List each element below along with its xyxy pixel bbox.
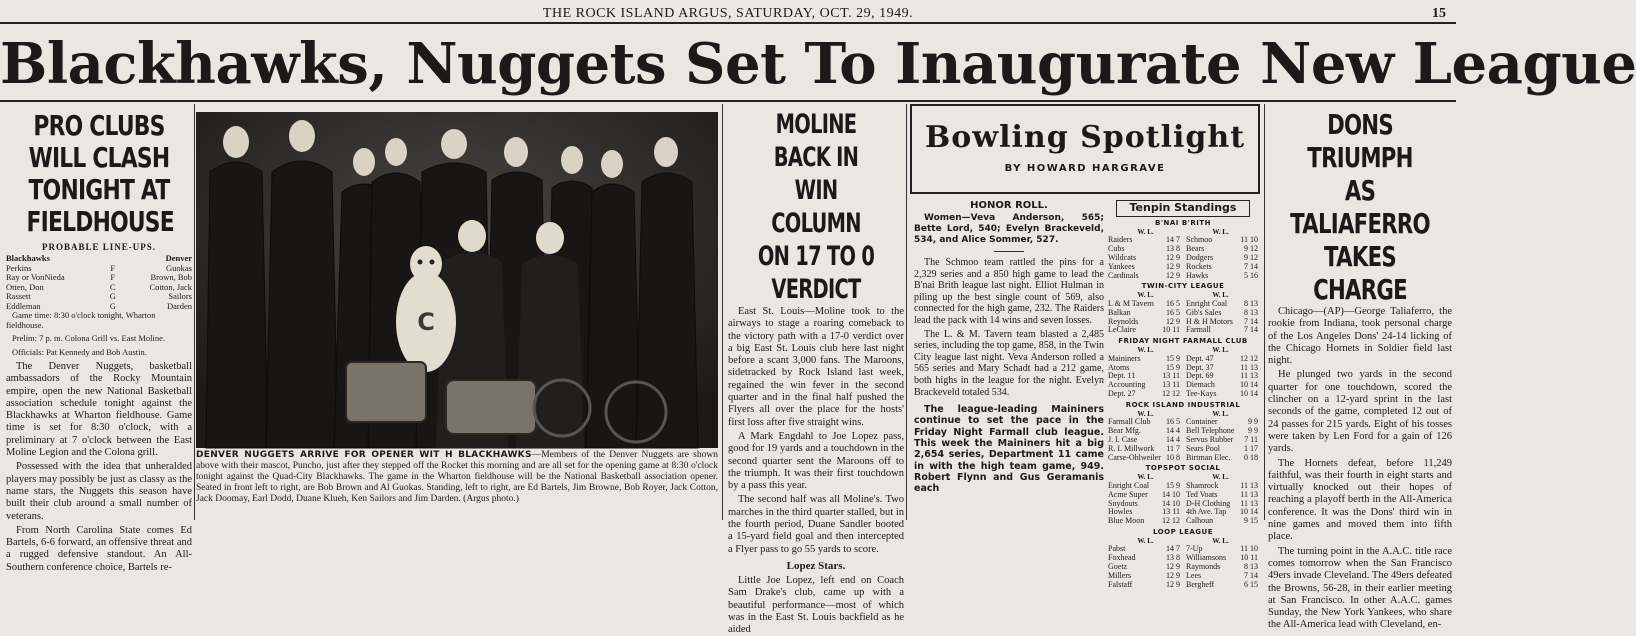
team-name: Wildcats [1108, 252, 1137, 262]
team-name: Ted Voats [1186, 489, 1218, 499]
lineup-pos: G [109, 300, 116, 311]
team-record: 10 14 [1240, 507, 1258, 517]
team-name: Williamsons [1186, 553, 1227, 563]
team-name: Schmoo [1186, 235, 1213, 245]
team-record: 16 5 [1166, 307, 1180, 317]
column-rule [194, 104, 195, 520]
bowling-spotlight-header [910, 104, 1260, 194]
league-name: FRIDAY NIGHT FARMALL CLUB [1118, 337, 1248, 346]
team-name: Enright Coal [1108, 480, 1150, 490]
team-name: Maininers [1108, 353, 1141, 363]
lineup-pos: F [110, 262, 116, 273]
team-photo-image [196, 112, 718, 448]
lineup-row [6, 283, 192, 293]
standings-row [1108, 272, 1180, 281]
team-record: 14 10 [1162, 498, 1180, 508]
headline-moline: MOLINE BACK IN WIN COLUMN ON 17 TO 0 VERDICT [757, 109, 875, 305]
paragraph: East St. Louis—Moline took to the airways to stage a roaring comeback to the victory path with a 17-0 verdict over a big East St. Louis club here last night before a scant 3,000 fans. The Maroons, sidetracked by Rock Island last week, regained the win fever in the second quarter and in the final half pushed the Flyers all over the place for the hosts' first loss after five straight wins. [728, 306, 904, 428]
team-name: Raiders [1108, 235, 1133, 245]
team-record: 12 12 [1162, 388, 1180, 398]
team-record: 13 8 [1166, 244, 1180, 254]
lineup-notes [6, 311, 192, 357]
standings-row [1108, 454, 1180, 463]
wl-label: W. L. [1137, 227, 1154, 236]
article-moline [728, 306, 904, 556]
team-record: 9 9 [1248, 417, 1258, 427]
column-rule [906, 104, 907, 520]
team-name: Accounting [1108, 380, 1146, 390]
team-record: 12 9 [1166, 252, 1180, 262]
team-name: Farmall Club [1108, 417, 1151, 427]
team-name: Blue Moon [1108, 516, 1145, 526]
team-name: Millers [1108, 570, 1132, 580]
team-record: 12 12 [1240, 353, 1258, 363]
svg-text:C: C [417, 308, 435, 336]
lineup-note: Game time: 8:30 o'clock tonight, Wharton fieldhouse. [6, 310, 156, 330]
team-name: L & M Tavern [1108, 298, 1154, 308]
team-record: 6 15 [1244, 579, 1258, 589]
lineup-right: Darden [166, 300, 192, 311]
column-rule [722, 104, 723, 520]
team-record: 12 9 [1166, 270, 1180, 280]
honor-roll-text: Women—Veva Anderson, 565; Bette Lord, 540; Evelyn Brackeveld, 534, and Alice Sommer, 527. [914, 213, 1104, 245]
lineup-team-left: Blackhawks [6, 253, 50, 263]
wl-label: W. L. [1212, 473, 1229, 482]
lineup-note: Officials: Pat Kennedy and Bob Austin. [12, 346, 147, 357]
team-name: Gib's Sales [1186, 307, 1222, 317]
team-name: Falstaff [1108, 579, 1133, 589]
lineup-right: Cotton, Jack [149, 281, 192, 292]
paragraph: The Schmoo team rattled the pins for a 2,329 series and a 850 high game to lead the B'nai Brith league last night. Elliot Hulman in piling up the best single count of 569, also connected for the high game, 232. The Raiders lead the pack with 14 wins and seven losses. [914, 257, 1104, 326]
standings-row [1186, 454, 1258, 463]
team-record: 13 8 [1166, 553, 1180, 563]
team-name: 7-Up [1186, 544, 1203, 554]
team-record: 14 10 [1162, 489, 1180, 499]
lineup-left: Otten, Don [6, 281, 44, 292]
team-name: Sears Pool [1186, 443, 1220, 453]
team-record: 12 9 [1166, 316, 1180, 326]
team-record: 15 9 [1166, 353, 1180, 363]
lineup-note: Prelim: 7 p. m. Colona Grill vs. East Moline. [12, 333, 165, 343]
team-record: 8 13 [1244, 307, 1258, 317]
team-name: Bear Mfg. [1108, 426, 1141, 436]
team-name: 4th Ave. Tap [1186, 507, 1227, 517]
team-record: 10 11 [1240, 553, 1258, 563]
team-name: Diemach [1186, 380, 1215, 390]
paragraph: He plunged two yards in the second quarter for one touchdown, scored the clincher on a 12-yard sprint in the last seconds of the game, completed 12 out of 24 passes for 215 yards. Eight of his tosses were taken by Len Ford for a gain of 126 yards. [1268, 369, 1452, 455]
team-name: Atoms [1108, 362, 1130, 372]
team-record: 7 14 [1244, 325, 1258, 335]
lineups-title: PROBABLE LINE-UPS. [41, 242, 157, 252]
headline-pro-clubs: PRO CLUBS WILL CLASH TONIGHT AT FIELDHOUSE [26, 109, 174, 238]
standings-row [1186, 272, 1258, 281]
team-record: 12 12 [1162, 516, 1180, 526]
standings-row [1108, 390, 1180, 399]
standings-row [1108, 517, 1180, 526]
bowling-title: Bowling Spotlight [924, 120, 1246, 155]
standings-row [1186, 390, 1258, 399]
column-moline [728, 104, 904, 636]
standings-row [1108, 326, 1180, 335]
team-name: Pabst [1108, 544, 1126, 554]
wl-label: W. L. [1212, 536, 1229, 545]
caption-text: —Members of the Denver Nuggets are shown above with their mascot, Puncho, just after they stepped off the Rocket this morning and are all set for the opening game at 8:30 o'clock tonight against the Quad-City Blackhawks. The game in the Wharton fieldhouse will be the National Basketball association opener. Seated in front left to right, are Bob Brown and Al Guokas. Standing, left to right, are Ed Bartels, Jim Browne, Bob Royer, Jack Cotton, Jack Doomay, Earl Dodd, Duane Klueh, Ken Sailors and Jim Darden. (Argus photo.) [196, 450, 718, 504]
team-name: Howles [1108, 507, 1133, 517]
team-record: 12 9 [1166, 579, 1180, 589]
team-record: 10 11 [1162, 325, 1180, 335]
team-name: Hawks [1186, 270, 1209, 280]
wl-label: W. L. [1137, 345, 1154, 354]
team-name: Dodgers [1186, 252, 1214, 262]
team-record: 10 8 [1166, 452, 1180, 462]
team-record: 9 9 [1248, 426, 1258, 436]
team-record: 11 13 [1240, 362, 1258, 372]
team-record: 11 10 [1240, 544, 1258, 554]
bowling-byline: BY HOWARD HARGRAVE [1004, 163, 1166, 174]
standings-row [1108, 581, 1180, 590]
standings-row [1186, 326, 1258, 335]
wl-label: W. L. [1137, 409, 1154, 418]
team-name: Yankees [1108, 261, 1135, 271]
team-record: 11 13 [1240, 371, 1258, 381]
team-name: Shamrock [1186, 480, 1219, 490]
team-record: 9 12 [1244, 244, 1258, 254]
team-name: Goetz [1108, 562, 1128, 572]
team-name: H & H Motors [1186, 316, 1233, 326]
team-name: Bergheff [1186, 579, 1215, 589]
league-name: TWIN-CITY LEAGUE [1141, 282, 1225, 291]
team-name: Dept. 37 [1186, 362, 1214, 372]
team-name: Lees [1186, 570, 1202, 580]
team-name: Container [1186, 417, 1218, 427]
league-name: ROCK ISLAND INDUSTRIAL [1125, 400, 1241, 409]
article-moline-cont [728, 575, 904, 636]
farmall-paragraph: The league-leading Maininers continue to set the pace in the Friday Night Farmall club league. This week the Maininers hit a big 2,654 series, Department 11 came in with the high team game, 949. Robert Flynn and Gus Geramanis each [914, 404, 1104, 495]
standings-row [1186, 581, 1258, 590]
headline-dons: DONS TRIUMPH AS TALIAFERRO TAKES CHARGE [1290, 108, 1430, 306]
team-name: Birtman Elec. [1186, 452, 1231, 462]
league-name: TOPSPOT SOCIAL [1145, 464, 1221, 473]
paragraph: The turning point in the A.A.C. title race comes tomorrow when the San Francisco 49ers invade Cleveland. The 49ers defeated the Browns, 56-28, in their earlier meeting at San Francisco. In other A.A.C. games Sunday, the New York Yankees, who share the All-America lead with Cleveland, en- [1268, 545, 1452, 631]
paragraph: Possessed with the idea that unheralded players may possibly be just as classy as the name stars, the Nuggets this season have built their club around a small number of veterans. [6, 461, 192, 522]
wl-label: W. L. [1212, 345, 1229, 354]
wl-label: W. L. [1212, 227, 1229, 236]
team-record: 14 4 [1166, 434, 1180, 444]
team-name: J. I. Case [1108, 434, 1138, 444]
team-name: Cardinals [1108, 270, 1139, 280]
wl-header [1108, 537, 1258, 546]
paper-date-line: THE ROCK ISLAND ARGUS, SATURDAY, OCT. 29, 1949. [542, 6, 914, 21]
team-name: Snydouts [1108, 498, 1138, 508]
paragraph: The L. & M. Tavern team blasted a 2,485 series, including the top game, 858, in the Twin City league last night. Veva Anderson rolled a 565 series and Mary Schadt had a 212 game, both highs in the league for the night. Evelyn Brackeveld totaled 534. [914, 328, 1104, 398]
lineup-table [6, 254, 192, 311]
team-record: 8 13 [1244, 298, 1258, 308]
team-record: 8 13 [1244, 562, 1258, 572]
team-name: Dept. 47 [1186, 353, 1214, 363]
team-record: 7 11 [1244, 434, 1258, 444]
team-name: Calhoun [1186, 516, 1214, 526]
team-record: 9 15 [1244, 516, 1258, 526]
team-record: 16 5 [1166, 298, 1180, 308]
column-pro-clubs [6, 104, 192, 573]
paragraph: Chicago—(AP)—George Taliaferro, the rookie from Indiana, took personal charge of the Los Angeles Dons' 24-14 licking of the Chicago Hornets in Soldier field last night. [1268, 306, 1452, 367]
team-name: R. I. Millwork [1108, 443, 1155, 453]
team-record: 7 14 [1244, 261, 1258, 271]
wl-label: W. L. [1137, 536, 1154, 545]
lineup-pos: C [109, 281, 116, 292]
page-number: 15 [1432, 6, 1446, 21]
team-name: Bell Telephone [1186, 426, 1235, 436]
lineup-left: Rassett [6, 291, 31, 301]
team-record: 11 13 [1240, 498, 1258, 508]
team-name: Bears [1186, 244, 1205, 254]
caption-head: DENVER NUGGETS ARRIVE FOR OPENER WIT H BLACKHAWKS [196, 450, 532, 460]
team-photo [196, 112, 718, 448]
team-record: 7 14 [1244, 570, 1258, 580]
paragraph: The second half was all Moline's. Two marches in the third quarter stalled, but in the fourth period, Duane Sandler booted a 15-yard field goal and then intercepted a Flyer pass to go 55 yards to score. [728, 494, 904, 555]
team-name: Farmall [1186, 325, 1211, 335]
team-name: Balkan [1108, 307, 1131, 317]
lineup-right: Brown, Bob [150, 272, 192, 282]
team-record: 15 9 [1166, 362, 1180, 372]
paragraph: A Mark Engdahl to Joe Lopez pass, good for 19 yards and a touchdown in the second quarter sent the Maroons off to the triumph. It was their first touchdown by a pass this year. [728, 430, 904, 492]
wl-label: W. L. [1137, 291, 1154, 300]
team-name: Dept. 27 [1108, 388, 1136, 398]
subhead-lopez-stars: Lopez Stars. [786, 559, 846, 572]
team-record: 0 18 [1244, 452, 1258, 462]
paragraph: Little Joe Lopez, left end on Coach Sam Drake's club, came up with a beautiful performance—most of which was in the East St. Louis backfield as he aided [728, 574, 904, 636]
team-record: 11 13 [1240, 480, 1258, 490]
team-record: 10 14 [1240, 388, 1258, 398]
team-name: Dept. 11 [1108, 371, 1136, 381]
team-record: 13 11 [1162, 380, 1180, 390]
photo-caption [196, 450, 718, 505]
team-name: Foxhead [1108, 553, 1136, 563]
bowling-article [914, 200, 1104, 495]
wl-label: W. L. [1212, 409, 1229, 418]
standings-title: Tenpin Standings [1116, 200, 1250, 217]
team-name: Acme Super [1108, 489, 1148, 499]
paragraph: The Denver Nuggets, basketball ambassadors of the Rocky Mountain empire, open the new National Basketball association schedule tonight against the Blackhawks at Wharton fieldhouse. Game time is set for 8:30 o'clock, with a preliminary at 7 o'clock between the East Moline Legion and the Colona grill. [6, 361, 192, 459]
wl-label: W. L. [1212, 291, 1229, 300]
team-name: Reynolds [1108, 316, 1139, 326]
lineup-right: Guokas [166, 262, 192, 273]
team-name: Carse-Ohlweiler [1108, 452, 1161, 462]
team-record: 11 7 [1166, 443, 1180, 453]
paragraph: From North Carolina State comes Ed Bartels, 6-6 forward, an offensive threat and a rugged defensive standout. An All-Southern conference choice, Bartels re- [6, 524, 192, 573]
team-name: D-H Clothing [1186, 498, 1231, 508]
lineup-pos: F [110, 272, 116, 282]
standings-row [1186, 517, 1258, 526]
divider [994, 251, 1024, 252]
team-name: Rockets [1186, 261, 1212, 271]
team-record: 9 12 [1244, 252, 1258, 262]
paragraph: The Hornets defeat, before 11,249 faithful, was their fourth in eight starts and virtually knocked out their hopes of reaching a playoff berth in the All-America conference. It was the Dons' third win in nine games and moved them into fifth place. [1268, 457, 1452, 543]
banner-headline: Blackhawks, Nuggets Set To Inaugurate New League [0, 26, 1456, 102]
team-record: 13 11 [1162, 371, 1180, 381]
tenpin-standings [1108, 200, 1258, 589]
honor-roll-title: HONOR ROLL. [970, 200, 1048, 211]
team-name: Cubs [1108, 244, 1125, 254]
team-record: 7 14 [1244, 316, 1258, 326]
league-name: B'NAI B'RITH [1155, 218, 1211, 227]
team-record: 15 9 [1166, 480, 1180, 490]
lineup-left: Ray or VonNieda [6, 272, 65, 282]
team-record: 13 11 [1162, 507, 1180, 517]
lineup-left: Eddleman [6, 300, 41, 311]
team-record: 10 14 [1240, 380, 1258, 390]
league-name: LOOP LEAGUE [1152, 527, 1214, 536]
lineup-left: Perkins [6, 262, 32, 273]
column-rule [1264, 104, 1265, 520]
masthead [0, 4, 1456, 24]
team-record: 5 16 [1244, 270, 1258, 280]
team-name: Dept. 69 [1186, 371, 1214, 381]
team-record: 1 17 [1244, 443, 1258, 453]
team-name: Servus Rubber [1186, 434, 1234, 444]
team-record: 16 5 [1166, 417, 1180, 427]
team-record: 12 9 [1166, 261, 1180, 271]
team-record: 14 4 [1166, 426, 1180, 436]
team-name: Enright Coal [1186, 298, 1228, 308]
photo-block [196, 104, 718, 520]
team-name: Raymonds [1186, 562, 1221, 572]
wl-label: W. L. [1137, 473, 1154, 482]
lineup-team-right: Denver [165, 253, 192, 263]
article-dons [1268, 306, 1452, 632]
team-record: 14 7 [1166, 544, 1180, 554]
team-name: Tee-Kays [1186, 388, 1217, 398]
team-record: 11 13 [1240, 489, 1258, 499]
team-record: 12 9 [1166, 562, 1180, 572]
lineup-right: Sailors [168, 291, 192, 301]
team-record: 11 10 [1240, 235, 1258, 245]
team-record: 14 7 [1166, 235, 1180, 245]
team-name: LeClaire [1108, 325, 1136, 335]
lineup-pos: G [109, 291, 116, 301]
column-bowling [910, 104, 1260, 589]
article-pro-clubs [6, 361, 192, 574]
team-record: 12 9 [1166, 570, 1180, 580]
column-dons [1268, 104, 1452, 631]
